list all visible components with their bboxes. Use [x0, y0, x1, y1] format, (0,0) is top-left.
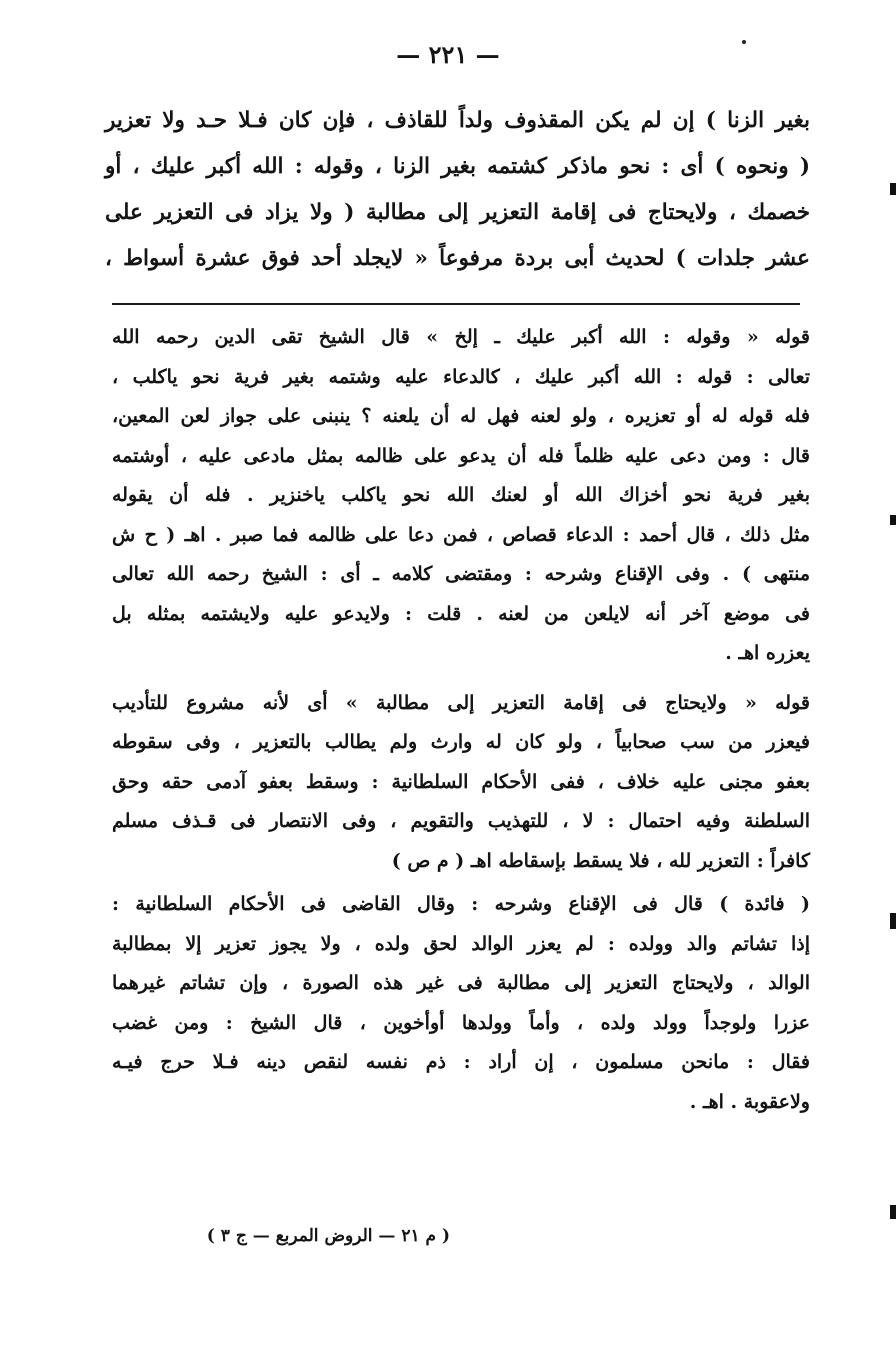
footnotes: [112, 318, 810, 1122]
footnote-block: [112, 885, 810, 1122]
footnote-line: ( فائدة ) قال فى الإقناع وشرحه : وقال القاضى فى الأحكام السلطانية :: [112, 893, 810, 915]
footnote-line: منتهى ) . وفى الإقناع وشرحه : ومقتضى كلامه ـ أى : الشيخ رحمه الله تعالى: [112, 563, 810, 585]
signature-mark: ( م ٢١ — الروض المربع — ج ٣ ): [206, 1226, 450, 1246]
footnote-line: فقال : مانحن مسلمون ، إن أراد : ذم نفسه لنقص دينه فـلا حرج فيـه: [112, 1051, 810, 1073]
footnote-line: قوله « وقوله : الله أكبر عليك ـ إلخ » قال الشيخ تقى الدين رحمه الله: [112, 326, 810, 348]
footnote-line: بغير فرية نحو أخزاك الله أو لعنك الله نحو ياكلب ياخنزير . فله أن يقوله: [112, 484, 810, 506]
edge-mark: [890, 1205, 896, 1219]
footnote-divider: [112, 303, 800, 305]
main-text-line: عشر جلدات ) لحديث أبى بردة مرفوعاً « لايجلد أحد فوق عشرة أسواط ،: [105, 246, 810, 271]
footnote-line: الوالد ، ولايحتاج التعزير إلى مطالبة فى غير هذه الصورة ، وإن تشاتم غيرهما: [112, 972, 810, 994]
page-number: — ٢٢١ —: [396, 40, 500, 69]
footnote-line: تعالى : قوله : الله أكبر عليك ، كالدعاء عليه وشتمه بغير فرية نحو ياكلب ،: [112, 365, 810, 388]
footnote-line: السلطنة وفيه احتمال : لا ، للتهذيب والتقويم ، وفى الانتصار فى قـذف مسلم: [112, 810, 810, 832]
speck-mark: [742, 40, 746, 44]
footnote-block: [112, 684, 810, 882]
main-text: [105, 98, 810, 282]
main-text-line: بغير الزنا ) إن لم يكن المقذوف ولداً للقاذف ، فإن كان فـلا حـد ولا تعزير: [105, 108, 810, 133]
footnote-line: بعفو مجنى عليه خلاف ، ففى الأحكام السلطانية : وسقط بعفو آدمى حقه وحق: [112, 770, 810, 793]
main-text-line: ( ونحوه ) أى : نحو ماذكر كشتمه بغير الزنا ، وقوله : الله أكبر عليك ، أو: [105, 154, 810, 179]
edge-mark: [890, 515, 896, 525]
footnote-line: فى موضع آخر أنه لايلعن من لعنه . قلت : ولايدعو عليه ولايشتمه بمثله بل: [112, 602, 810, 625]
footnote-line: إذا تشاتم والد وولده : لم يعزر الوالد لحق ولده ، ولا يجوز تعزير إلا بمطالبة: [112, 932, 810, 955]
footnote-line: مثل ذلك ، قال أحمد : الدعاء قصاص ، فمن دعا على ظالمه فما صبر . اهـ ( ح ش: [112, 523, 810, 546]
footnote-line: قال : ومن دعى عليه ظلماً فله أن يدعو على ظالمه بمثل مادعى عليه ، أوشتمه: [112, 444, 810, 467]
footnote-line: ولاعقوبة . اهـ .: [689, 1090, 810, 1113]
footnote-line: قوله « ولايحتاج فى إقامة التعزير إلى مطالبة » أى لأنه مشروع للتأديب: [112, 691, 810, 714]
footnote-line: يعزره اهـ .: [725, 642, 810, 664]
footnote-line: كافراً : التعزير لله ، فلا يسقط بإسقاطه اهـ ( م ص ): [391, 849, 810, 872]
edge-mark: [890, 913, 896, 929]
footnote-block: [112, 318, 810, 674]
footnote-line: عزرا ولوجداً وولد ولده ، وأماً وولدها أوأخوين ، قال الشيخ : ومن غضب: [112, 1011, 810, 1034]
main-text-line: خصمك ، ولايحتاج فى إقامة التعزير إلى مطالبة ( ولا يزاد فى التعزير على: [105, 200, 810, 225]
footnote-line: فله قوله له أو تعزيره ، ولو لعنه فهل له أن يلعنه ؟ ينبنى على جواز لعن المعين،: [112, 405, 810, 427]
footnote-line: فيعزر من سب صحابياً ، ولو كان له وارث ولم يطالب بالتعزير ، وفى سقوطه: [112, 731, 810, 753]
edge-mark: [890, 183, 896, 195]
